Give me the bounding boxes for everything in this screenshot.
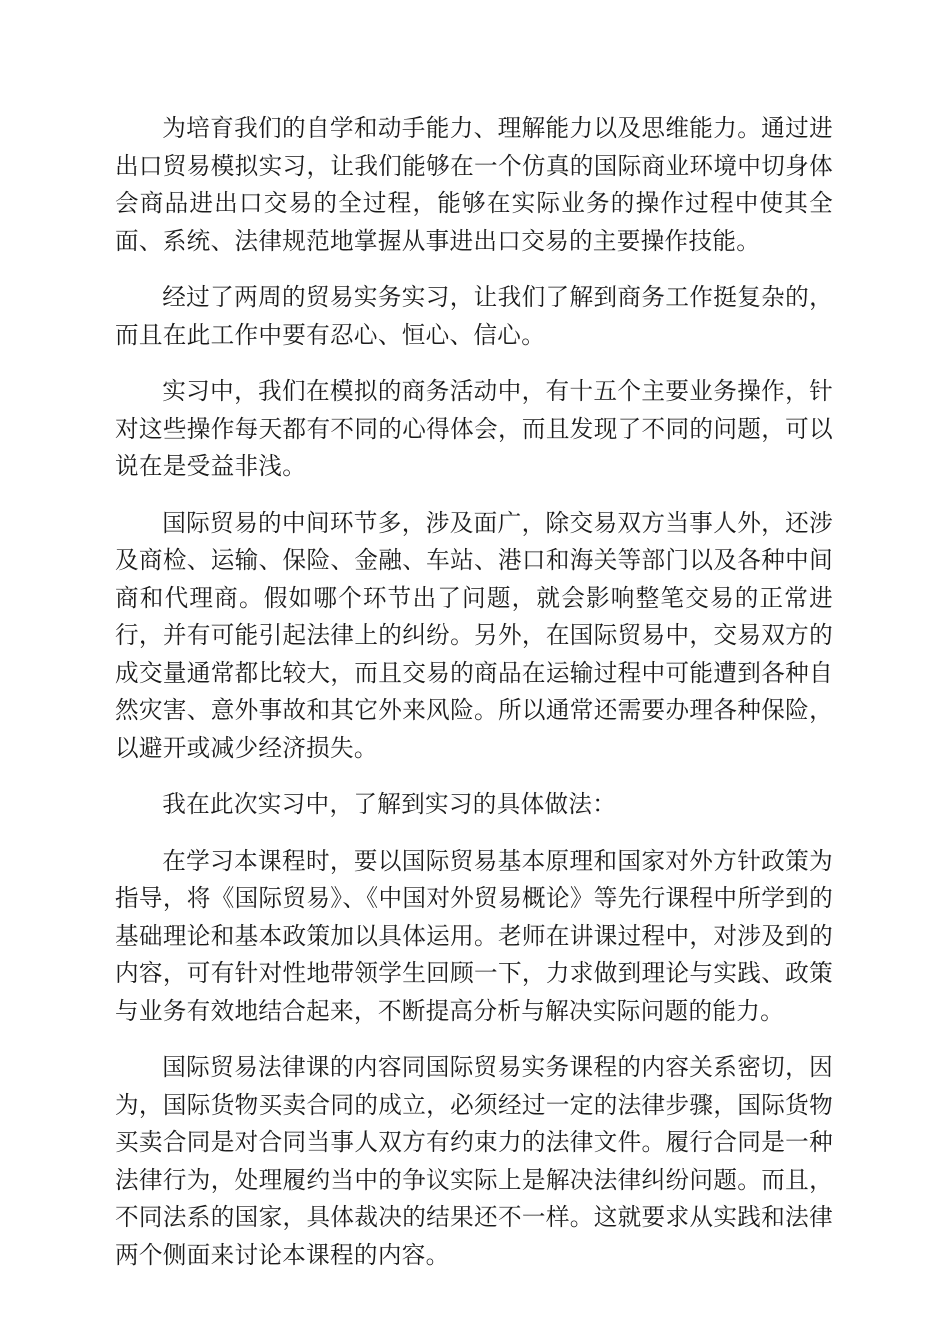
paragraph-7: 国际贸易法律课的内容同国际贸易实务课程的内容关系密切，因为，国际货物买卖合同的成立，必须经过一定的法律步骤，国际货物买卖合同是对合同当事人双方有约束力的法律文件。履行合同是一种法律行为，处理履约当中的争议实际上是解决法律纠纷问题。而且，不同法系的国家，具体裁决的结果还不一样。这就要求从实践和法律两个侧面来讨论本课程的内容。: [115, 1053, 833, 1269]
document-body: [115, 110, 833, 1293]
paragraph-1: 为培育我们的自学和动手能力、理解能力以及思维能力。通过进出口贸易模拟实习，让我们能够在一个仿真的国际商业环境中切身体会商品进出口交易的全过程，能够在实际业务的操作过程中使其全面、系统、法律规范地掌握从事进出口交易的主要操作技能。: [115, 114, 833, 255]
paragraph-5: 我在此次实习中，了解到实习的具体做法：: [162, 790, 617, 818]
paragraph-2: 经过了两周的贸易实务实习，让我们了解到商务工作挺复杂的，而且在此工作中要有忍心、恒心、信心。: [115, 283, 833, 349]
paragraph-6: 在学习本课程时，要以国际贸易基本原理和国家对外方针政策为指导，将《国际贸易》、《中国对外贸易概论》等先行课程中所学到的基础理论和基本政策加以具体运用。老师在讲课过程中，对涉及到的内容，可有针对性地带领学生回顾一下，力求做到理论与实践、政策与业务有效地结合起来，不断提高分析与解决实际问题的能力。: [115, 846, 833, 1025]
paragraph-3: 实习中，我们在模拟的商务活动中，有十五个主要业务操作，针对这些操作每天都有不同的心得体会，而且发现了不同的问题，可以说在是受益非浅。: [115, 377, 833, 480]
paragraph-4: 国际贸易的中间环节多，涉及面广，除交易双方当事人外，还涉及商检、运输、保险、金融、车站、港口和海关等部门以及各种中间商和代理商。假如哪个环节出了问题，就会影响整笔交易的正常进行，并有可能引起法律上的纠纷。另外，在国际贸易中，交易双方的成交量通常都比较大，而且交易的商品在运输过程中可能遭到各种自然灾害、意外事故和其它外来风险。所以通常还需要办理各种保险，以避开或减少经济损失。: [115, 508, 833, 762]
